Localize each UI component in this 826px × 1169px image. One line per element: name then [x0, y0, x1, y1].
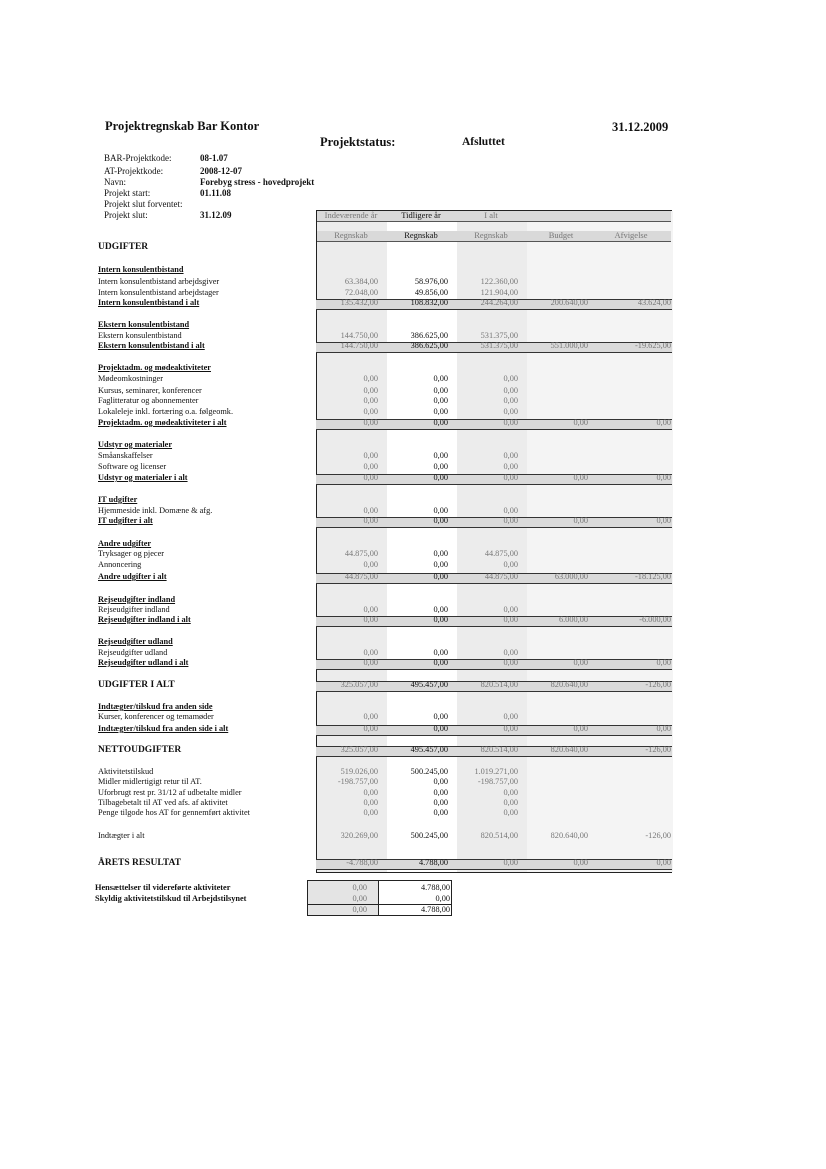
row-value: 44.875,00: [484, 549, 518, 558]
row-value: 144.750,00: [340, 331, 378, 340]
row-value: 0,00: [363, 808, 378, 817]
row-value: 0,00: [503, 386, 518, 395]
row-value: 0,00: [503, 648, 518, 657]
row-label: Intern konsulentbistand arbejdsgiver: [98, 277, 220, 286]
info-label: Navn:: [104, 177, 126, 187]
row-value: 0,00: [363, 560, 378, 569]
row-value: 0,00: [573, 473, 588, 482]
row-value: 6.000,00: [558, 615, 588, 624]
row-label: Software og licenser: [98, 462, 167, 471]
row-value: -126,00: [645, 831, 671, 840]
row-value: 0,00: [656, 724, 671, 733]
row-value: 0,00: [363, 506, 378, 515]
document-title: Projektregnskab Bar Kontor: [105, 119, 260, 133]
info-value: 31.12.09: [200, 210, 232, 220]
status-value: Afsluttet: [462, 136, 505, 148]
row-label: Andre udgifter: [98, 539, 152, 548]
row-value: 0,00: [503, 788, 518, 797]
row-value: 531.375,00: [480, 341, 518, 350]
row-value: 0,00: [656, 658, 671, 667]
row-label: Penge tilgode hos AT for gennemført aktivitet: [98, 808, 250, 817]
row-value: 0,00: [503, 374, 518, 383]
row-value: 0,00: [656, 516, 671, 525]
row-value: 0,00: [363, 724, 378, 733]
row-value: 0,00: [363, 648, 378, 657]
row-value: 0,00: [656, 418, 671, 427]
row-value: 0,00: [433, 560, 448, 569]
variance-column-shade: [597, 211, 673, 872]
row-label: Tryksager og pjecer: [98, 549, 165, 558]
row-value: 325.057,00: [340, 680, 378, 689]
info-value: Forebyg stress - hovedprojekt: [200, 177, 315, 187]
row-value: 121.904,00: [480, 288, 518, 297]
row-label: Rejseudgifter indland: [98, 595, 176, 604]
row-value: 0,00: [573, 724, 588, 733]
row-label: Indtægter/tilskud fra anden side: [98, 702, 213, 711]
row-value: 0,00: [433, 658, 448, 667]
row-label: Aktivitetstilskud: [98, 767, 154, 776]
provisions-divider: [378, 881, 379, 915]
row-value: 72.048,00: [344, 288, 378, 297]
row-value: 325.057,00: [340, 745, 378, 754]
row-value: 0,00: [503, 473, 518, 482]
row-label: Andre udgifter i alt: [98, 572, 167, 581]
row-label: IT udgifter: [98, 495, 138, 504]
row-label: Kursus, seminarer, konferencer: [98, 386, 202, 395]
row-value: -18.125,00: [635, 572, 671, 581]
row-value: 0,00: [433, 396, 448, 405]
row-value: 108.832,00: [410, 298, 448, 307]
column-header-top: Indeværende år: [324, 210, 378, 220]
row-label: Projektadm. og mødeaktiviteter i alt: [98, 418, 227, 427]
column-header-top: I alt: [484, 210, 498, 220]
budget-column-shade: [527, 211, 597, 872]
row-value: 0,00: [433, 788, 448, 797]
row-value: 135.432,00: [340, 298, 378, 307]
info-value: 2008-12-07: [200, 166, 242, 176]
row-value: 122.360,00: [480, 277, 518, 286]
row-value: -4.788,00: [346, 858, 378, 867]
row-value: 0,00: [573, 658, 588, 667]
row-value: 820.514,00: [480, 745, 518, 754]
row-value: 820.514,00: [480, 831, 518, 840]
info-label: Projekt slut forventet:: [104, 199, 183, 209]
row-value: 0,00: [503, 858, 518, 867]
row-value: 49.856,00: [414, 288, 448, 297]
document-date: 31.12.2009: [612, 120, 669, 134]
provision-label: Skyldig aktivitetstilskud til Arbejdstilsynet: [95, 894, 247, 903]
row-value: 0,00: [503, 724, 518, 733]
row-label: Udstyr og materialer: [98, 440, 173, 449]
row-value: 63.000,00: [554, 572, 588, 581]
row-value: 0,00: [363, 451, 378, 460]
info-value: 08-1.07: [200, 153, 228, 163]
row-value: 0,00: [503, 560, 518, 569]
info-label: Projekt slut:: [104, 210, 148, 220]
provision-value: 4.788,00: [420, 905, 450, 914]
row-value: 0,00: [433, 549, 448, 558]
row-value: 531.375,00: [480, 331, 518, 340]
row-value: 144.750,00: [340, 341, 378, 350]
row-value: 0,00: [503, 451, 518, 460]
row-value: 0,00: [433, 605, 448, 614]
row-value: 820.514,00: [480, 680, 518, 689]
row-value: 0,00: [503, 808, 518, 817]
row-value: 0,00: [433, 712, 448, 721]
provision-value: 0,00: [352, 894, 367, 903]
row-value: -6.000,00: [639, 615, 671, 624]
row-value: 1.019.271,00: [474, 767, 518, 776]
row-value: 0,00: [503, 605, 518, 614]
row-value: 820.640,00: [550, 831, 588, 840]
row-value: 43.624,00: [637, 298, 671, 307]
row-value: 0,00: [503, 418, 518, 427]
row-value: 44.875,00: [344, 572, 378, 581]
row-value: -198.757,00: [477, 777, 518, 786]
row-value: 0,00: [503, 615, 518, 624]
row-value: 200.640,00: [550, 298, 588, 307]
info-value: 01.11.08: [200, 188, 232, 198]
row-label: Ekstern konsulentbistand: [98, 331, 182, 340]
row-value: 386.625,00: [410, 331, 448, 340]
row-value: 0,00: [656, 473, 671, 482]
row-value: 0,00: [433, 572, 448, 581]
row-value: 0,00: [573, 516, 588, 525]
row-value: 0,00: [433, 648, 448, 657]
row-value: 0,00: [363, 462, 378, 471]
row-value: 0,00: [656, 858, 671, 867]
row-value: 551.000,00: [550, 341, 588, 350]
row-label: IT udgifter i alt: [98, 516, 153, 525]
row-value: 0,00: [363, 605, 378, 614]
row-value: 0,00: [433, 798, 448, 807]
row-value: 495.457,00: [410, 680, 448, 689]
row-value: 0,00: [503, 407, 518, 416]
column-header-sub: Regnskab: [474, 230, 508, 240]
row-value: 0,00: [433, 374, 448, 383]
column-header-sub: Regnskab: [404, 230, 438, 240]
row-label: Småanskaffelser: [98, 451, 153, 460]
row-value: 0,00: [433, 777, 448, 786]
row-value: 244.264,00: [480, 298, 518, 307]
row-label: Rejseudgifter indland: [98, 605, 170, 614]
row-label: Projektadm. og mødeaktiviteter: [98, 363, 211, 372]
row-value: 495.457,00: [410, 745, 448, 754]
provision-value: 4.788,00: [420, 883, 450, 892]
row-value: -126,00: [645, 680, 671, 689]
row-label: Tilbagebetalt til AT ved afs. af aktivitet: [98, 798, 228, 807]
row-value: 0,00: [363, 788, 378, 797]
row-label: Indtægter i alt: [98, 831, 145, 840]
row-label: Rejseudgifter udland i alt: [98, 658, 189, 667]
row-label: Lokaleleje inkl. fortæring o.a. følgeomk.: [98, 407, 234, 416]
row-value: 0,00: [503, 506, 518, 515]
status-label: Projektstatus:: [320, 135, 396, 149]
info-label: BAR-Projektkode:: [104, 153, 172, 163]
row-value: 0,00: [363, 798, 378, 807]
row-label: Rejseudgifter udland: [98, 637, 173, 646]
row-label: Mødeomkostninger: [98, 374, 163, 383]
row-value: 500.245,00: [410, 831, 448, 840]
info-label: AT-Projektkode:: [104, 166, 164, 176]
row-label: Ekstern konsulentbistand: [98, 320, 190, 329]
row-label: Rejseudgifter udland: [98, 648, 168, 657]
row-value: 58.976,00: [414, 277, 448, 286]
row-label: Intern konsulentbistand arbejdstager: [98, 288, 219, 297]
row-value: 500.245,00: [410, 767, 448, 776]
row-value: 0,00: [363, 516, 378, 525]
info-label: Projekt start:: [104, 188, 151, 198]
row-label: Annoncering: [98, 560, 142, 569]
row-value: 0,00: [433, 615, 448, 624]
provision-value: 0,00: [352, 905, 367, 914]
provision-label: Hensættelser til videreførte aktiviteter: [95, 883, 231, 892]
row-value: 0,00: [433, 506, 448, 515]
provision-value: 0,00: [435, 894, 450, 903]
row-value: 0,00: [503, 462, 518, 471]
row-value: 0,00: [433, 462, 448, 471]
row-value: 386.625,00: [410, 341, 448, 350]
row-value: 0,00: [433, 473, 448, 482]
row-value: 519.026,00: [340, 767, 378, 776]
row-value: 0,00: [363, 418, 378, 427]
column-header-sub: Budget: [548, 230, 574, 240]
row-value: 0,00: [363, 407, 378, 416]
row-value: 0,00: [573, 418, 588, 427]
row-label: Uforbrugt rest pr. 31/12 af udbetalte midler: [98, 788, 242, 797]
row-value: 44.875,00: [484, 572, 518, 581]
row-label: Kurser, konferencer og temamøder: [98, 712, 214, 721]
row-label: Intern konsulentbistand i alt: [98, 298, 200, 307]
row-value: 63.384,00: [344, 277, 378, 286]
row-value: 0,00: [363, 396, 378, 405]
row-value: 0,00: [503, 712, 518, 721]
row-value: 820.640,00: [550, 680, 588, 689]
row-label: Udstyr og materialer i alt: [98, 473, 188, 482]
row-value: 0,00: [433, 808, 448, 817]
row-value: 0,00: [503, 516, 518, 525]
column-header-sub: Afvigelse: [614, 230, 648, 240]
row-label: ÅRETS RESULTAT: [98, 858, 181, 868]
row-value: 820.640,00: [550, 745, 588, 754]
row-label: Rejseudgifter indland i alt: [98, 615, 191, 624]
row-label: UDGIFTER I ALT: [98, 680, 175, 690]
row-value: 0,00: [433, 724, 448, 733]
provision-value: 0,00: [352, 883, 367, 892]
row-label: NETTOUDGIFTER: [98, 745, 182, 755]
row-value: 0,00: [433, 418, 448, 427]
row-label: Hjemmeside inkl. Domæne & afg.: [98, 506, 213, 515]
row-value: 0,00: [573, 858, 588, 867]
row-value: 0,00: [503, 798, 518, 807]
row-value: 0,00: [363, 473, 378, 482]
row-value: 320.269,00: [340, 831, 378, 840]
row-value: 0,00: [363, 658, 378, 667]
row-value: 0,00: [363, 712, 378, 721]
row-value: 4.788,00: [418, 858, 448, 867]
row-value: 0,00: [363, 386, 378, 395]
row-label: UDGIFTER: [98, 242, 149, 252]
row-label: Midler midlertigigt retur til AT.: [98, 777, 202, 786]
row-label: Ekstern konsulentbistand i alt: [98, 341, 205, 350]
row-label: Intern konsulentbistand: [98, 265, 184, 274]
row-value: 0,00: [433, 386, 448, 395]
row-value: 44.875,00: [344, 549, 378, 558]
row-value: -126,00: [645, 745, 671, 754]
row-value: 0,00: [433, 407, 448, 416]
row-label: Faglitteratur og abonnementer: [98, 396, 199, 405]
column-header-top: Tidligere år: [401, 210, 441, 220]
column-header-sub: Regnskab: [334, 230, 368, 240]
row-value: 0,00: [503, 658, 518, 667]
row-value: -198.757,00: [337, 777, 378, 786]
row-value: 0,00: [363, 615, 378, 624]
row-value: -19.625,00: [635, 341, 671, 350]
row-value: 0,00: [433, 451, 448, 460]
row-value: 0,00: [433, 516, 448, 525]
row-value: 0,00: [363, 374, 378, 383]
row-label: Indtægter/tilskud fra anden side i alt: [98, 724, 229, 733]
row-value: 0,00: [503, 396, 518, 405]
